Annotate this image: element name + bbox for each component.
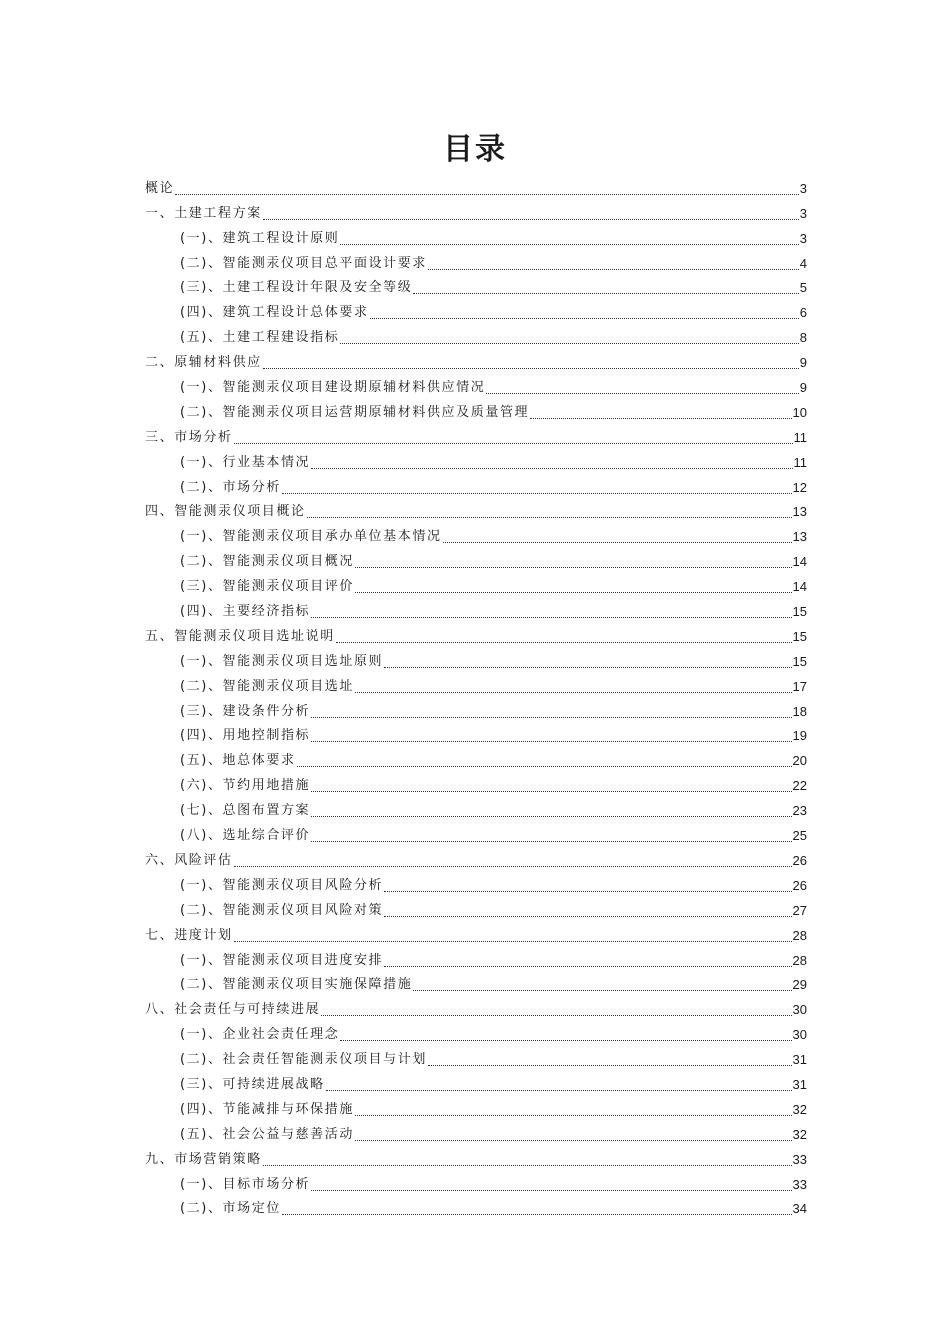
toc-entry[interactable] [145,947,807,972]
toc-entry-label: (二)、智能测汞仪项目风险对策 [180,902,384,918]
toc-entry[interactable] [145,1146,807,1171]
toc-entry-page-number: 34 [792,1201,807,1217]
toc-entry-label: (四)、用地控制指标 [180,728,311,744]
toc-entry-label: (二)、智能测汞仪项目运营期原辅材料供应及质量管理 [180,404,530,420]
dot-leader [443,541,792,543]
toc-entry-label: (三)、智能测汞仪项目评价 [180,579,354,595]
toc-entry-label: (一)、智能测汞仪项目进度安排 [180,952,384,968]
toc-entry-page-number: 25 [792,828,807,844]
dot-leader [530,417,791,419]
toc-entry-page-number: 8 [799,330,807,346]
dot-leader [282,1213,792,1215]
toc-entry-label: (六)、节约用地措施 [180,778,311,794]
toc-entry[interactable] [145,648,807,673]
toc-entry-label: (七)、总图布置方案 [180,803,311,819]
toc-entry-label: (二)、智能测汞仪项目实施保障措施 [180,977,413,993]
toc-entry-label: 八、社会责任与可持续进展 [145,1002,321,1018]
toc-entry[interactable] [145,250,807,275]
dot-leader [311,716,791,718]
dot-leader [370,317,799,319]
toc-entry-page-number: 15 [792,628,807,644]
toc-entry-page-number: 10 [792,404,807,420]
toc-entry[interactable] [145,723,807,748]
dot-leader [263,1164,792,1166]
toc-entry-label: (一)、智能测汞仪项目承办单位基本情况 [180,529,442,545]
dot-leader [311,467,792,469]
dot-leader [413,989,791,991]
dot-leader [311,790,791,792]
dot-leader [340,342,798,344]
toc-entry-page-number: 11 [793,454,807,470]
toc-entry-label: (二)、智能测汞仪项目概况 [180,554,354,570]
toc-entry[interactable] [145,1071,807,1096]
dot-leader [311,815,791,817]
toc-entry-page-number: 22 [792,778,807,794]
toc-entry[interactable] [145,1096,807,1121]
toc-entry[interactable] [145,374,807,399]
toc-entry-page-number: 15 [792,653,807,669]
toc-entry-page-number: 29 [792,977,807,993]
toc-entry-page-number: 33 [792,1151,807,1167]
toc-entry[interactable] [145,822,807,847]
toc-entry-label: 二、原辅材料供应 [145,355,262,371]
toc-entry-page-number: 4 [799,255,807,271]
toc-entry-label: (二)、智能测汞仪项目总平面设计要求 [180,255,427,271]
toc-entry-page-number: 26 [792,852,807,868]
toc-entry-page-number: 13 [792,504,807,520]
toc-entry-label: (一)、智能测汞仪项目风险分析 [180,877,384,893]
toc-entry-page-number: 18 [792,703,807,719]
toc-entry[interactable] [145,996,807,1021]
toc-entry[interactable] [145,972,807,997]
toc-entry[interactable] [145,299,807,324]
toc-entry-label: 一、土建工程方案 [145,205,262,221]
toc-entry[interactable] [145,797,807,822]
dot-leader [355,566,792,568]
dot-leader [311,740,791,742]
toc-entry-page-number: 3 [799,180,807,196]
toc-entry[interactable] [145,1046,807,1071]
toc-entry[interactable] [145,897,807,922]
toc-entry-page-number: 15 [792,604,807,620]
dot-leader [384,890,791,892]
dot-leader [311,840,791,842]
toc-entry-label: (二)、市场分析 [180,479,281,495]
toc-entry-label: 概论 [145,180,175,196]
toc-entry[interactable] [145,424,807,449]
toc-entry-label: (一)、企业社会责任理念 [180,1027,340,1043]
toc-entry[interactable] [145,523,807,548]
dot-leader [263,367,799,369]
dot-leader [428,268,799,270]
toc-entry-page-number: 31 [792,1052,807,1068]
toc-entry[interactable] [145,673,807,698]
toc-entry[interactable] [145,275,807,300]
toc-entry-label: (四)、节能减排与环保措施 [180,1101,354,1117]
toc-entry-label: 四、智能测汞仪项目概论 [145,504,306,520]
toc-entry-label: (二)、智能测汞仪项目选址 [180,678,354,694]
toc-entry[interactable] [145,872,807,897]
dot-leader [234,865,792,867]
toc-entry[interactable] [145,349,807,374]
toc-entry-label: (一)、目标市场分析 [180,1176,311,1192]
toc-entry[interactable] [145,548,807,573]
toc-entry[interactable] [145,1196,807,1221]
toc-entry-label: (三)、建设条件分析 [180,703,311,719]
toc-entry-label: (二)、社会责任智能测汞仪项目与计划 [180,1052,427,1068]
toc-entry-label: 七、进度计划 [145,927,233,943]
toc-entry-page-number: 3 [799,230,807,246]
toc-entry-label: (五)、社会公益与慈善活动 [180,1126,354,1142]
toc-entry-page-number: 28 [792,927,807,943]
toc-entry-page-number: 14 [792,554,807,570]
toc-entry-page-number: 27 [792,902,807,918]
toc-entry[interactable] [145,225,807,250]
dot-leader [336,641,792,643]
dot-leader [384,965,791,967]
toc-entry-label: (二)、市场定位 [180,1201,281,1217]
toc-entry-page-number: 31 [792,1076,807,1092]
toc-entry-page-number: 6 [799,305,807,321]
toc-entry[interactable] [145,1171,807,1196]
toc-entry[interactable] [145,200,807,225]
toc-entry-page-number: 11 [793,429,807,445]
dot-leader [175,193,799,195]
toc-entry-page-number: 13 [792,529,807,545]
dot-leader [282,492,792,494]
toc-entry-page-number: 33 [792,1176,807,1192]
dot-leader [486,392,798,394]
dot-leader [413,292,798,294]
toc-entry-page-number: 32 [792,1126,807,1142]
toc-entry[interactable] [145,399,807,424]
dot-leader [234,940,792,942]
toc-entry[interactable] [145,623,807,648]
toc-entry-page-number: 19 [792,728,807,744]
toc-entry-label: 九、市场营销策略 [145,1151,262,1167]
toc-entry[interactable] [145,772,807,797]
toc-entry-page-number: 17 [792,678,807,694]
toc-entry-page-number: 9 [799,355,807,371]
dot-leader [384,666,791,668]
toc-entry-page-number: 12 [792,479,807,495]
toc-entry-label: (四)、主要经济指标 [180,604,311,620]
dot-leader [311,1189,791,1191]
page-title: 目录 [443,132,507,167]
dot-leader [311,616,791,618]
toc-entry[interactable] [145,474,807,499]
toc-entry-page-number: 32 [792,1101,807,1117]
toc-entry-label: (五)、地总体要求 [180,753,296,769]
toc-entry-page-number: 28 [792,952,807,968]
toc-entry-label: (五)、土建工程建设指标 [180,330,340,346]
toc-entry-label: (三)、可持续进展战略 [180,1076,325,1092]
dot-leader [307,516,792,518]
toc-entry[interactable] [145,847,807,872]
dot-leader [428,1064,792,1066]
toc-entry-page-number: 23 [792,803,807,819]
toc-entry[interactable] [145,1021,807,1046]
toc-entry[interactable] [145,175,807,200]
toc-entry[interactable] [145,922,807,947]
toc-entry[interactable] [145,449,807,474]
toc-entry-label: (一)、智能测汞仪项目建设期原辅材料供应情况 [180,380,486,396]
toc-entry-label: 六、风险评估 [145,852,233,868]
toc-entry-page-number: 30 [792,1027,807,1043]
toc-entry-page-number: 20 [792,753,807,769]
toc-entry-label: (一)、行业基本情况 [180,454,311,470]
toc-entry-label: (一)、建筑工程设计原则 [180,230,340,246]
dot-leader [321,1014,791,1016]
toc-entry-label: 五、智能测汞仪项目选址说明 [145,628,335,644]
dot-leader [355,1139,792,1141]
toc-entry-page-number: 5 [799,280,807,296]
dot-leader [355,691,792,693]
table-of-contents [145,175,807,1220]
toc-entry-page-number: 26 [792,877,807,893]
toc-entry-page-number: 30 [792,1002,807,1018]
toc-entry[interactable] [145,573,807,598]
toc-entry-page-number: 14 [792,579,807,595]
toc-entry-label: 三、市场分析 [145,429,233,445]
toc-entry-page-number: 9 [799,380,807,396]
dot-leader [263,218,799,220]
toc-entry-page-number: 3 [799,205,807,221]
toc-entry[interactable] [145,698,807,723]
dot-leader [234,442,793,444]
toc-entry-label: (四)、建筑工程设计总体要求 [180,305,369,321]
toc-entry-label: (八)、选址综合评价 [180,828,311,844]
dot-leader [355,1114,792,1116]
toc-entry-label: (三)、土建工程设计年限及安全等级 [180,280,413,296]
dot-leader [340,243,798,245]
toc-entry[interactable] [145,1121,807,1146]
toc-entry-label: (一)、智能测汞仪项目选址原则 [180,653,384,669]
dot-leader [384,915,791,917]
toc-entry[interactable] [145,747,807,772]
toc-entry[interactable] [145,324,807,349]
dot-leader [340,1039,791,1041]
dot-leader [355,591,792,593]
toc-entry[interactable] [145,499,807,524]
dot-leader [326,1089,792,1091]
toc-entry[interactable] [145,598,807,623]
dot-leader [297,765,792,767]
